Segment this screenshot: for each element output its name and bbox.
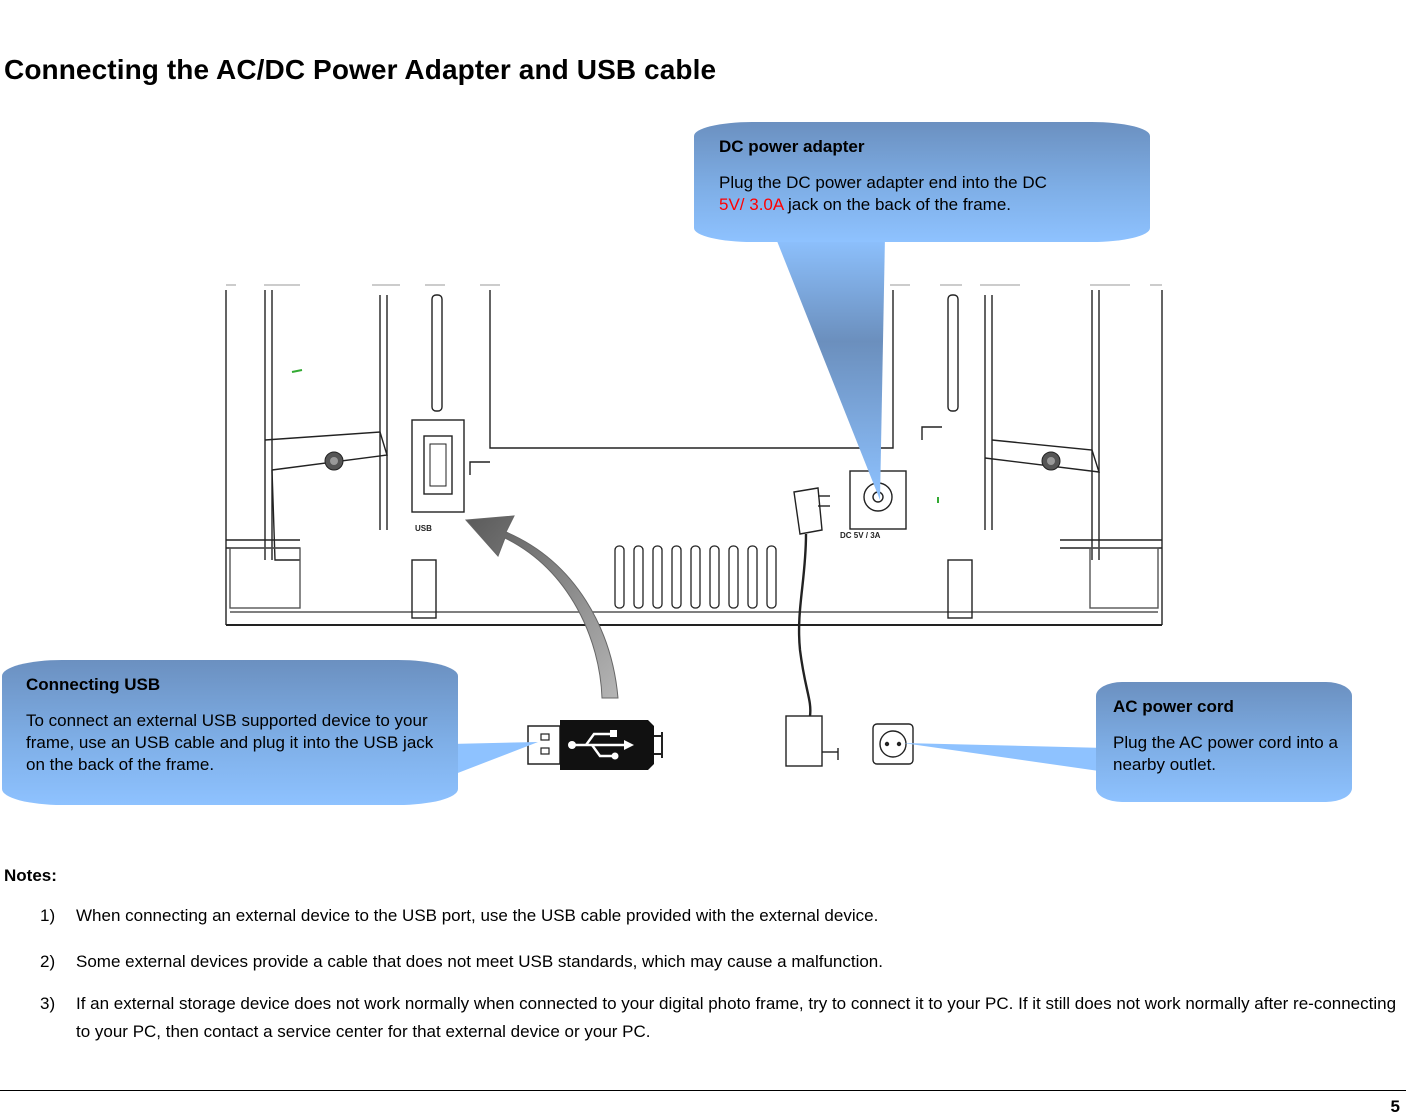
usb-callout-text: To connect an external USB supported device to your frame, use an USB cable and plug it into the USB jack on the back of the frame. [26, 711, 434, 774]
dc-callout-text [719, 172, 1139, 216]
page-title: Connecting the AC/DC Power Adapter and USB cable [4, 54, 717, 85]
curved-arrow-icon [466, 516, 618, 698]
note-text: When connecting an external device to the USB port, use the USB cable provided with the external device. [76, 906, 879, 925]
note-text: If an external storage device does not work normally when connected to your digital photo frame, try to connect it to your PC. If it still does not work normally after re-connecting to your PC, then contact a service center for that external device or your PC. [76, 994, 1397, 1041]
dc-callout-text-before: Plug the DC power adapter end into the DC [719, 173, 1047, 192]
ac-callout-text: Plug the AC power cord into a nearby outlet. [1113, 733, 1338, 774]
note-number: 1) [40, 906, 56, 925]
dc-jack-label: DC 5V / 3A [840, 531, 881, 540]
footer-divider [0, 1090, 1406, 1091]
usb-callout [26, 674, 446, 776]
usb-port-label: USB [415, 524, 432, 533]
ac-callout-heading: AC power cord [1113, 697, 1234, 716]
note-text: Some external devices provide a cable that does not meet USB standards, which may cause a malfunction. [76, 952, 883, 971]
dc-callout-text-after: jack on the back of the frame. [783, 195, 1012, 214]
note-number: 3) [40, 994, 56, 1013]
ac-callout [1113, 696, 1339, 776]
note-number: 2) [40, 952, 56, 971]
dc-callout-highlight: 5V/ 3.0A [719, 195, 784, 214]
usb-plug-icon [528, 720, 662, 770]
notes-heading: Notes: [4, 866, 57, 885]
dc-callout [719, 136, 1139, 216]
dc-callout-heading: DC power adapter [719, 137, 865, 156]
screw-icon [325, 452, 1060, 470]
page-number: 5 [1390, 1097, 1400, 1116]
usb-callout-heading: Connecting USB [26, 675, 161, 694]
